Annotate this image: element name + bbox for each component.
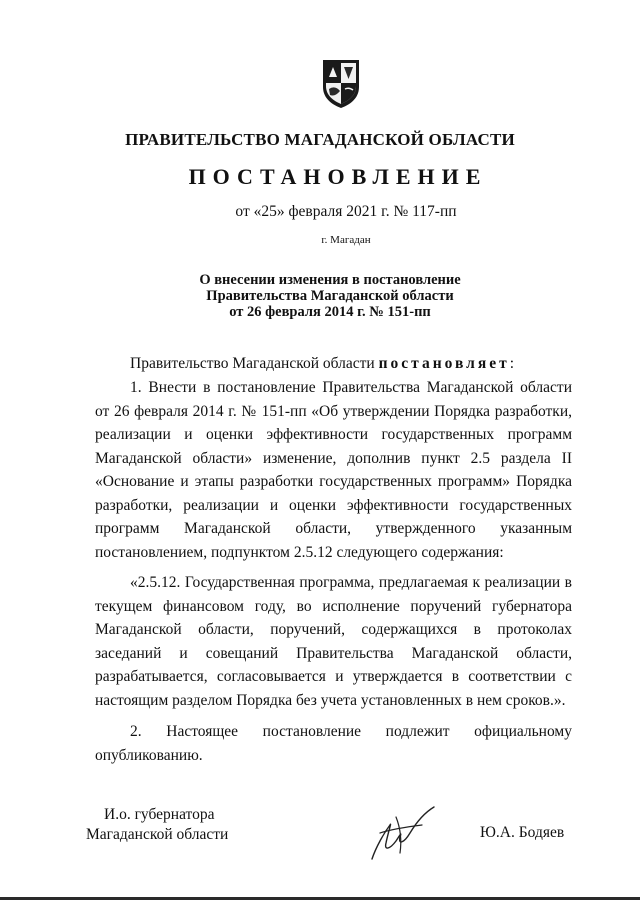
handwritten-signature bbox=[366, 803, 440, 863]
signatory-position: И.о. губернатора bbox=[104, 806, 215, 823]
subject-line: от 26 февраля 2014 г. № 151-пп bbox=[229, 304, 431, 320]
signatory-title bbox=[86, 805, 228, 845]
document-date-number: от «25» февраля 2021 г. № 117-пп bbox=[235, 203, 457, 220]
decree-word: постановляет bbox=[378, 355, 510, 372]
signatory-name: Ю.А. Бодяев bbox=[480, 824, 565, 841]
paragraph-2: 2. Настоящее постановление подлежит официальному опубликованию. bbox=[95, 723, 572, 764]
decree-intro bbox=[95, 352, 572, 376]
paragraph-2-5-12: «2.5.12. Государственная программа, предлагаемая к реализации в текущем финансовом году, во исполнение поручений губернатора Магаданской области, поручений, содержащихся в протоколах заседаний и совещаний Правительства Магаданской области, разрабатывается, согласовывается и утверждается в соответствии с настоящим разделом Порядка без учета установленных в нем сроков.». bbox=[95, 574, 572, 709]
government-title: ПРАВИТЕЛЬСТВО МАГАДАНСКОЙ ОБЛАСТИ bbox=[125, 130, 515, 149]
scan-edge-line bbox=[0, 897, 640, 900]
intro-text: Правительство Магаданской области bbox=[130, 355, 379, 372]
subject-line: Правительства Магаданской области bbox=[206, 288, 454, 304]
coat-of-arms-emblem bbox=[319, 57, 363, 109]
paragraph-1: 1. Внести в постановление Правительства Магаданской области от 26 февраля 2014 г. № 151-пп «Об утверждении Порядка разработки, реализации и оценки эффективности государственных программ Магаданской области» изменение, дополнив пункт 2.5 раздела II «Основание и этапы разработки государственных программ» Порядка разработки, реализации и оценки эффективности государственных программ Магаданской области, утвержденного указанным постановлением, подпунктом 2.5.12 следующего содержания: bbox=[95, 379, 572, 561]
document-subject bbox=[0, 272, 640, 320]
document-city: г. Магадан bbox=[321, 234, 371, 246]
signatory-region: Магаданской области bbox=[86, 826, 229, 843]
intro-colon: : bbox=[509, 355, 515, 372]
document-type-heading: ПОСТАНОВЛЕНИЕ bbox=[188, 164, 488, 189]
subject-line: О внесении изменения в постановление bbox=[199, 272, 461, 288]
